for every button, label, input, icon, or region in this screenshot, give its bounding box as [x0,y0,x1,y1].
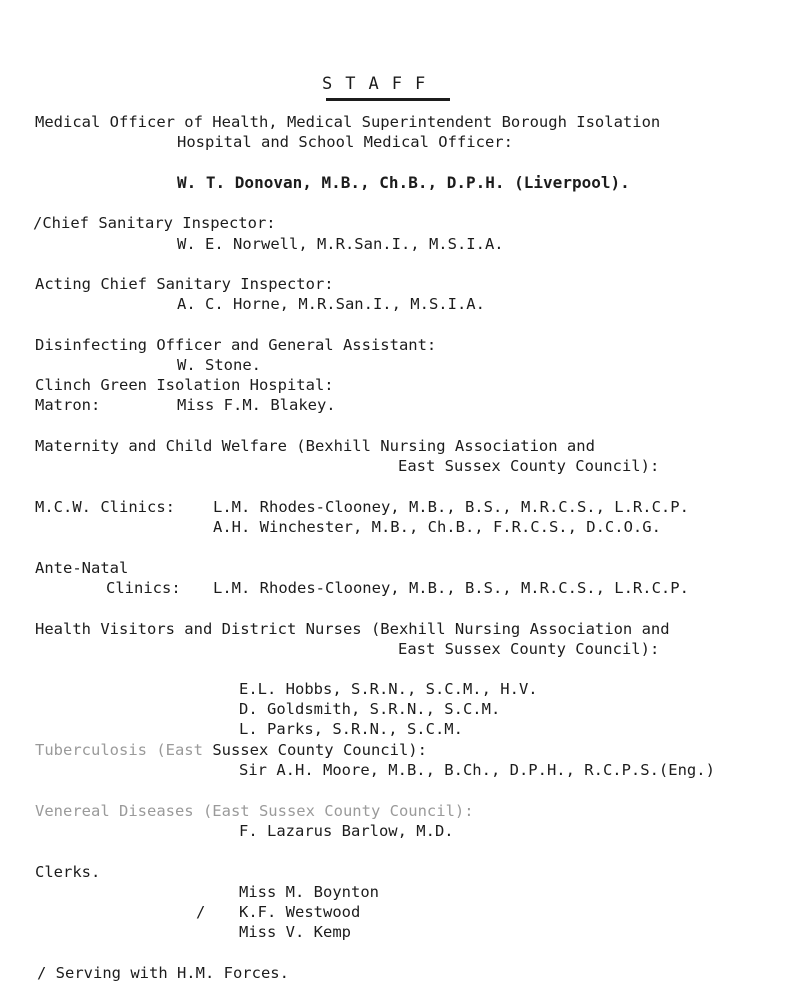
clinch-green-hospital-title: Clinch Green Isolation Hospital: [35,376,334,394]
mcw-clinics-label: M.C.W. Clinics: [35,498,175,516]
page-title: STAFF [322,74,439,94]
mo-title-line1: Medical Officer of Health, Medical Superintendent Borough Isolation [35,113,661,131]
antenatal-clinic-doctor: L.M. Rhodes-Clooney, M.B., B.S., M.R.C.S., L.R.C.P. [213,579,689,597]
health-visitor-2: D. Goldsmith, S.R.N., S.C.M. [239,700,501,718]
mo-title-line2: Hospital and School Medical Officer: [177,133,513,151]
clerks-label: Clerks. [35,863,101,881]
antenatal-label-line2: Clinics: [106,579,181,597]
disinfecting-officer-title: Disinfecting Officer and General Assistant: [35,336,437,354]
clerk-3: Miss V. Kemp [239,923,351,941]
footnote: / Serving with H.M. Forces. [37,964,289,982]
tuberculosis-title [35,740,427,760]
venereal-diseases-title: Venereal Diseases (East Sussex County Council): [35,802,474,820]
health-visitors-line1: Health Visitors and District Nurses (Bexhill Nursing Association and [35,620,670,638]
matron-name: Miss F.M. Blakey. [177,396,336,414]
acting-chief-inspector-title: Acting Chief Sanitary Inspector: [35,275,334,293]
health-visitor-1: E.L. Hobbs, S.R.N., S.C.M., H.V. [239,680,538,698]
mcw-clinic-doctor-2: A.H. Winchester, M.B., Ch.B., F.R.C.S., D.C.O.G. [213,518,661,536]
chief-sanitary-inspector-title: /Chief Sanitary Inspector: [33,214,276,232]
clerk-2-mark: / [196,903,206,921]
mcw-clinic-doctor-1: L.M. Rhodes-Clooney, M.B., B.S., M.R.C.S., L.R.C.P. [213,498,689,516]
venereal-diseases-doctor: F. Lazarus Barlow, M.D. [239,822,454,840]
health-visitors-line2: East Sussex County Council): [398,640,660,658]
maternity-child-welfare-line1: Maternity and Child Welfare (Bexhill Nursing Association and [35,437,595,455]
title-underline [326,98,450,101]
maternity-child-welfare-line2: East Sussex County Council): [398,457,660,475]
tuberculosis-council: Sussex County Council): [202,741,427,759]
antenatal-label-line1: Ante-Natal [35,559,129,577]
chief-sanitary-inspector-name: W. E. Norwell, M.R.San.I., M.S.I.A. [177,235,504,253]
tuberculosis-label: Tuberculosis (East [35,741,203,759]
clerk-2: K.F. Westwood [239,903,361,921]
clerk-1: Miss M. Boynton [239,883,379,901]
disinfecting-officer-name: W. Stone. [177,356,261,374]
matron-label: Matron: [35,396,101,414]
health-visitor-3: L. Parks, S.R.N., S.C.M. [239,720,463,738]
tuberculosis-doctor: Sir A.H. Moore, M.B., B.Ch., D.P.H., R.C.P.S.(Eng.) [239,761,715,779]
acting-chief-inspector-name: A. C. Horne, M.R.San.I., M.S.I.A. [177,295,485,313]
mo-name: W. T. Donovan, M.B., Ch.B., D.P.H. (Liverpool). [177,173,630,192]
